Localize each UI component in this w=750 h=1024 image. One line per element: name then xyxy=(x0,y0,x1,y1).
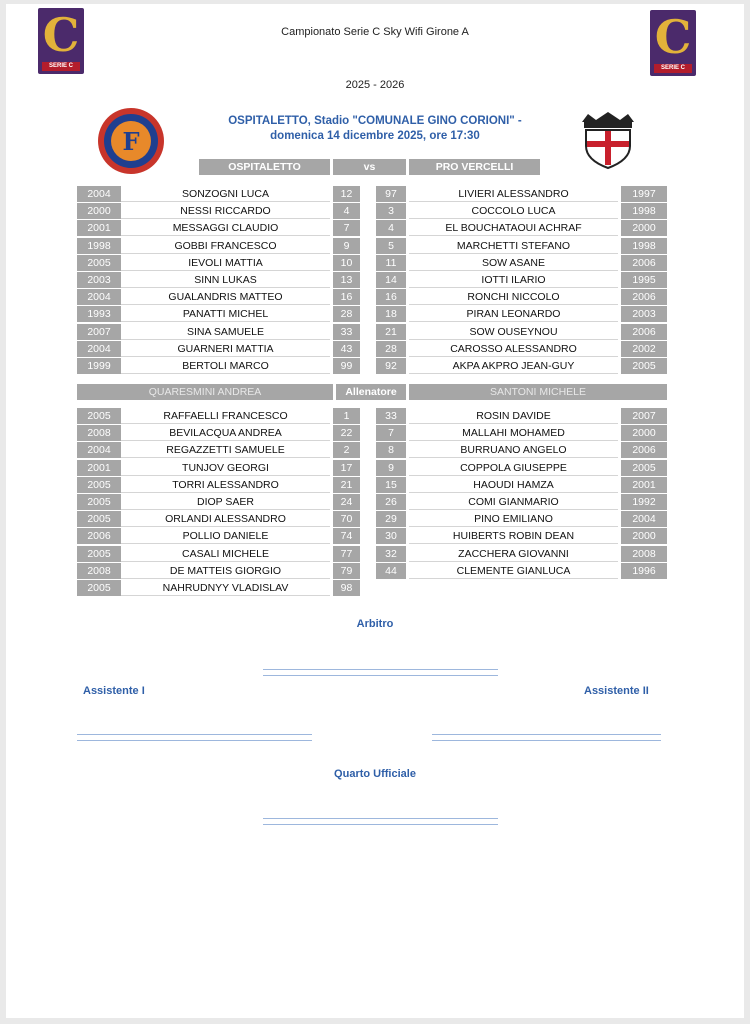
away-player-year: 2007 xyxy=(621,408,667,424)
home-player-name: GUALANDRIS MATTEO xyxy=(121,289,330,305)
away-player-number: 92 xyxy=(376,358,406,374)
away-player-name: ZACCHERA GIOVANNI xyxy=(409,546,618,562)
table-row xyxy=(0,477,750,493)
table-row xyxy=(0,358,750,374)
away-player-year: 1996 xyxy=(621,563,667,579)
away-player-year: 1995 xyxy=(621,272,667,288)
table-row xyxy=(0,425,750,441)
serie-c-logo-glyph: C xyxy=(42,8,80,62)
home-player-name: BEVILACQUA ANDREA xyxy=(121,425,330,441)
away-player-name: AKPA AKPRO JEAN-GUY xyxy=(409,358,618,374)
away-player-number: 5 xyxy=(376,238,406,254)
away-player-name: PIRAN LEONARDO xyxy=(409,306,618,322)
away-player-name: PINO EMILIANO xyxy=(409,511,618,527)
home-player-name: PANATTI MICHEL xyxy=(121,306,330,322)
table-row xyxy=(0,255,750,271)
away-player-number: 8 xyxy=(376,442,406,458)
serie-c-logo-right xyxy=(650,10,696,76)
vs-label: vs xyxy=(333,159,406,175)
home-player-number: 16 xyxy=(333,289,360,305)
home-player-number: 28 xyxy=(333,306,360,322)
away-player-year: 2004 xyxy=(621,511,667,527)
home-player-name: REGAZZETTI SAMUELE xyxy=(121,442,330,458)
home-player-year: 2008 xyxy=(77,425,121,441)
away-player-name: SOW OUSEYNOU xyxy=(409,324,618,340)
away-player-year: 2008 xyxy=(621,546,667,562)
away-player-number: 21 xyxy=(376,324,406,340)
home-player-year: 2005 xyxy=(77,408,121,424)
table-row xyxy=(0,289,750,305)
home-player-year: 2000 xyxy=(77,203,121,219)
home-player-number: 21 xyxy=(333,477,360,493)
away-player-year: 2000 xyxy=(621,425,667,441)
away-player-number: 30 xyxy=(376,528,406,544)
serie-c-logo-left xyxy=(38,8,84,74)
table-row xyxy=(0,580,750,596)
away-player-name: HAOUDI HAMZA xyxy=(409,477,618,493)
table-row xyxy=(0,511,750,527)
away-player-number: 9 xyxy=(376,460,406,476)
home-player-year: 2005 xyxy=(77,511,121,527)
away-player-year: 2005 xyxy=(621,358,667,374)
home-player-name: SONZOGNI LUCA xyxy=(121,186,330,202)
home-player-year: 2005 xyxy=(77,477,121,493)
away-player-year: 2002 xyxy=(621,341,667,357)
away-player-number: 4 xyxy=(376,220,406,236)
away-player-name: IOTTI ILARIO xyxy=(409,272,618,288)
away-player-number: 33 xyxy=(376,408,406,424)
home-player-year: 2008 xyxy=(77,563,121,579)
home-player-name: NESSI RICCARDO xyxy=(121,203,330,219)
home-player-number: 79 xyxy=(333,563,360,579)
serie-c-logo-label: SERIE C xyxy=(654,64,692,73)
home-player-name: SINN LUKAS xyxy=(121,272,330,288)
away-player-year: 2003 xyxy=(621,306,667,322)
assistant-1-label: Assistente I xyxy=(83,685,145,697)
away-player-name: EL BOUCHATAOUI ACHRAF xyxy=(409,220,618,236)
referee-signature-line xyxy=(263,669,498,676)
assistant-2-signature-line xyxy=(432,734,661,741)
away-player-number: 11 xyxy=(376,255,406,271)
away-player-name: RONCHI NICCOLO xyxy=(409,289,618,305)
home-player-year: 2001 xyxy=(77,460,121,476)
away-player-number: 7 xyxy=(376,425,406,441)
home-player-number: 33 xyxy=(333,324,360,340)
away-player-number: 3 xyxy=(376,203,406,219)
serie-c-logo-label: SERIE C xyxy=(42,62,80,71)
table-row xyxy=(0,324,750,340)
away-player-number: 26 xyxy=(376,494,406,510)
away-player-number: 97 xyxy=(376,186,406,202)
away-player-name: HUIBERTS ROBIN DEAN xyxy=(409,528,618,544)
home-player-number: 99 xyxy=(333,358,360,374)
venue-line: OSPITALETTO, Stadio "COMUNALE GINO CORIONI" - xyxy=(228,115,522,127)
away-player-year: 2006 xyxy=(621,289,667,305)
home-player-name: BERTOLI MARCO xyxy=(121,358,330,374)
home-player-number: 74 xyxy=(333,528,360,544)
season: 2025 - 2026 xyxy=(345,79,405,91)
home-player-year: 2003 xyxy=(77,272,121,288)
home-player-name: TUNJOV GEORGI xyxy=(121,460,330,476)
home-player-name: DE MATTEIS GIORGIO xyxy=(121,563,330,579)
referee-label: Arbitro xyxy=(356,618,394,630)
away-player-number: 32 xyxy=(376,546,406,562)
home-player-name: GUARNERI MATTIA xyxy=(121,341,330,357)
away-player-number: 16 xyxy=(376,289,406,305)
table-row xyxy=(0,186,750,202)
away-player-name: BURRUANO ANGELO xyxy=(409,442,618,458)
home-player-number: 4 xyxy=(333,203,360,219)
home-player-number: 98 xyxy=(333,580,360,596)
table-row xyxy=(0,546,750,562)
home-player-year: 2005 xyxy=(77,494,121,510)
table-row xyxy=(0,408,750,424)
home-player-name: RAFFAELLI FRANCESCO xyxy=(121,408,330,424)
home-player-number: 7 xyxy=(333,220,360,236)
home-team-header: OSPITALETTO xyxy=(199,159,330,175)
home-coach: QUARESMINI ANDREA xyxy=(77,384,333,400)
table-row xyxy=(0,460,750,476)
table-row xyxy=(0,238,750,254)
home-player-number: 2 xyxy=(333,442,360,458)
away-player-number: 28 xyxy=(376,341,406,357)
away-coach: SANTONI MICHELE xyxy=(409,384,667,400)
away-player-name: SOW ASANE xyxy=(409,255,618,271)
away-player-number: 29 xyxy=(376,511,406,527)
away-player-year: 1997 xyxy=(621,186,667,202)
away-player-year: 2006 xyxy=(621,255,667,271)
away-player-name: MARCHETTI STEFANO xyxy=(409,238,618,254)
away-player-year: 2005 xyxy=(621,460,667,476)
coaches-row xyxy=(0,384,750,400)
home-player-number: 77 xyxy=(333,546,360,562)
away-player-name: CAROSSO ALESSANDRO xyxy=(409,341,618,357)
home-player-name: DIOP SAER xyxy=(121,494,330,510)
home-player-number: 70 xyxy=(333,511,360,527)
fourth-official-signature-line xyxy=(263,818,498,825)
home-player-name: POLLIO DANIELE xyxy=(121,528,330,544)
home-player-year: 1998 xyxy=(77,238,121,254)
table-row xyxy=(0,563,750,579)
away-player-name: CLEMENTE GIANLUCA xyxy=(409,563,618,579)
home-player-name: ORLANDI ALESSANDRO xyxy=(121,511,330,527)
home-player-year: 1999 xyxy=(77,358,121,374)
table-row xyxy=(0,442,750,458)
fourth-official-label: Quarto Ufficiale xyxy=(334,768,416,780)
svg-text:F: F xyxy=(122,127,140,156)
table-row xyxy=(0,528,750,544)
away-player-year: 2006 xyxy=(621,442,667,458)
home-player-year: 1993 xyxy=(77,306,121,322)
home-player-name: SINA SAMUELE xyxy=(121,324,330,340)
home-player-year: 2007 xyxy=(77,324,121,340)
home-player-year: 2004 xyxy=(77,442,121,458)
home-player-number: 22 xyxy=(333,425,360,441)
table-row xyxy=(0,272,750,288)
away-player-year: 2006 xyxy=(621,324,667,340)
home-player-number: 10 xyxy=(333,255,360,271)
home-player-number: 1 xyxy=(333,408,360,424)
away-player-year: 1998 xyxy=(621,238,667,254)
home-player-name: GOBBI FRANCESCO xyxy=(121,238,330,254)
away-player-year: 2001 xyxy=(621,477,667,493)
table-row xyxy=(0,306,750,322)
home-player-number: 43 xyxy=(333,341,360,357)
home-player-number: 17 xyxy=(333,460,360,476)
coach-label: Allenatore xyxy=(336,384,406,400)
home-player-name: MESSAGGI CLAUDIO xyxy=(121,220,330,236)
away-player-name: COPPOLA GIUSEPPE xyxy=(409,460,618,476)
pro-vercelli-crest-icon xyxy=(574,110,642,170)
home-player-year: 2005 xyxy=(77,255,121,271)
assistant-2-label: Assistente II xyxy=(584,685,649,697)
table-row xyxy=(0,341,750,357)
home-player-number: 24 xyxy=(333,494,360,510)
table-row xyxy=(0,494,750,510)
home-player-year: 2005 xyxy=(77,546,121,562)
date-line: domenica 14 dicembre 2025, ore 17:30 xyxy=(270,130,480,142)
home-player-year: 2004 xyxy=(77,289,121,305)
away-player-name: COCCOLO LUCA xyxy=(409,203,618,219)
match-venue xyxy=(170,114,580,144)
home-player-number: 12 xyxy=(333,186,360,202)
home-player-name: NAHRUDNYY VLADISLAV xyxy=(121,580,330,596)
competition-title: Campionato Serie C Sky Wifi Girone A xyxy=(281,26,469,38)
home-player-year: 2006 xyxy=(77,528,121,544)
away-player-name: MALLAHI MOHAMED xyxy=(409,425,618,441)
home-player-year: 2004 xyxy=(77,186,121,202)
home-player-year: 2001 xyxy=(77,220,121,236)
home-player-year: 2005 xyxy=(77,580,121,596)
home-player-name: IEVOLI MATTIA xyxy=(121,255,330,271)
assistant-1-signature-line xyxy=(77,734,312,741)
home-player-name: CASALI MICHELE xyxy=(121,546,330,562)
away-player-name: LIVIERI ALESSANDRO xyxy=(409,186,618,202)
home-player-number: 13 xyxy=(333,272,360,288)
table-row xyxy=(0,220,750,236)
away-player-number: 18 xyxy=(376,306,406,322)
home-player-year: 2004 xyxy=(77,341,121,357)
away-player-number: 44 xyxy=(376,563,406,579)
away-player-year: 1992 xyxy=(621,494,667,510)
away-player-number: 14 xyxy=(376,272,406,288)
away-team-header: PRO VERCELLI xyxy=(409,159,540,175)
away-player-year: 2000 xyxy=(621,220,667,236)
home-player-name: TORRI ALESSANDRO xyxy=(121,477,330,493)
away-player-year: 1998 xyxy=(621,203,667,219)
away-player-name: COMI GIANMARIO xyxy=(409,494,618,510)
away-player-year: 2000 xyxy=(621,528,667,544)
ospitaletto-crest-icon xyxy=(96,106,166,176)
table-row xyxy=(0,203,750,219)
away-player-number: 15 xyxy=(376,477,406,493)
away-player-name: ROSIN DAVIDE xyxy=(409,408,618,424)
home-player-number: 9 xyxy=(333,238,360,254)
serie-c-logo-glyph: C xyxy=(654,10,692,64)
